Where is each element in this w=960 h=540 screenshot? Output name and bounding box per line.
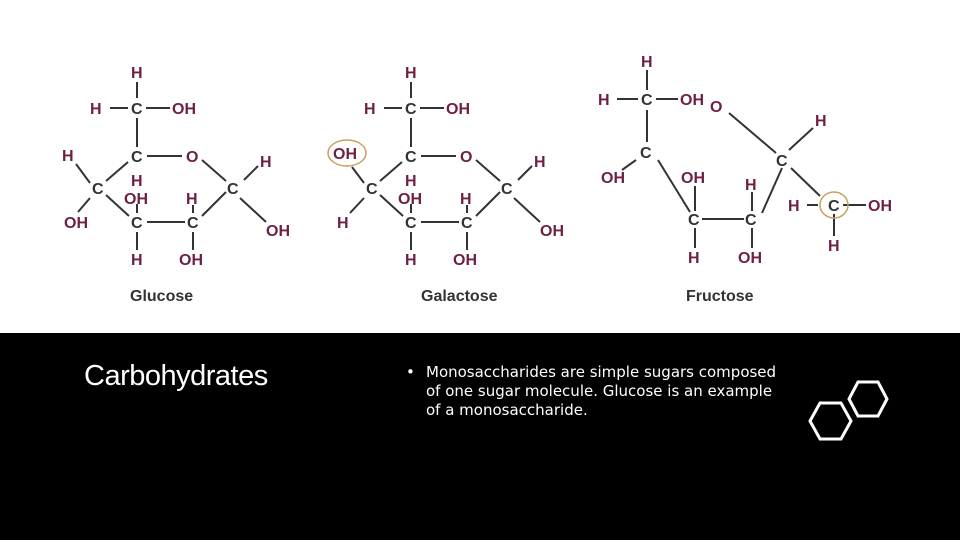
fructose-bonds bbox=[617, 70, 866, 248]
galactose-caption: Galactose bbox=[421, 288, 498, 305]
svg-text:H: H bbox=[90, 101, 102, 118]
svg-text:C: C bbox=[405, 215, 417, 232]
svg-text:H: H bbox=[405, 65, 417, 82]
galactose-bonds bbox=[350, 82, 540, 250]
svg-text:H: H bbox=[260, 154, 272, 171]
svg-text:OH: OH bbox=[172, 101, 196, 118]
svg-text:H: H bbox=[364, 101, 376, 118]
svg-text:C: C bbox=[405, 101, 417, 118]
svg-text:C: C bbox=[501, 181, 513, 198]
svg-text:OH: OH bbox=[681, 170, 705, 187]
fructose-atoms bbox=[598, 54, 892, 267]
small-hexagon-icon bbox=[849, 382, 887, 416]
svg-text:C: C bbox=[745, 212, 757, 229]
svg-text:OH: OH bbox=[64, 215, 88, 232]
svg-text:C: C bbox=[131, 101, 143, 118]
svg-text:C: C bbox=[641, 92, 653, 109]
svg-text:H: H bbox=[337, 215, 349, 232]
svg-text:O: O bbox=[186, 149, 199, 166]
svg-text:O: O bbox=[710, 99, 723, 116]
svg-text:C: C bbox=[227, 181, 239, 198]
svg-text:H: H bbox=[460, 191, 472, 208]
svg-text:OH: OH bbox=[266, 223, 290, 240]
svg-text:H: H bbox=[788, 198, 800, 215]
svg-text:OH: OH bbox=[398, 191, 422, 208]
hexagon-pair-icon bbox=[798, 372, 898, 452]
svg-text:H: H bbox=[62, 148, 74, 165]
svg-text:C: C bbox=[92, 181, 104, 198]
svg-text:H: H bbox=[405, 173, 417, 190]
svg-text:C: C bbox=[131, 215, 143, 232]
svg-text:C: C bbox=[405, 149, 417, 166]
bullet-marker: • bbox=[406, 363, 415, 381]
svg-text:H: H bbox=[815, 113, 827, 130]
svg-text:OH: OH bbox=[738, 250, 762, 267]
svg-text:OH: OH bbox=[601, 170, 625, 187]
svg-text:C: C bbox=[187, 215, 199, 232]
svg-text:H: H bbox=[186, 191, 198, 208]
svg-text:OH: OH bbox=[446, 101, 470, 118]
svg-text:C: C bbox=[828, 198, 840, 215]
svg-text:C: C bbox=[776, 153, 788, 170]
svg-text:H: H bbox=[131, 252, 143, 269]
svg-text:OH: OH bbox=[868, 198, 892, 215]
svg-text:C: C bbox=[131, 149, 143, 166]
svg-text:H: H bbox=[598, 92, 610, 109]
slide-title: Carbohydrates bbox=[84, 360, 268, 392]
galactose-atoms bbox=[328, 65, 564, 269]
svg-text:OH: OH bbox=[333, 146, 357, 163]
svg-text:OH: OH bbox=[540, 223, 564, 240]
svg-text:C: C bbox=[366, 181, 378, 198]
fructose-caption: Fructose bbox=[686, 288, 754, 305]
svg-text:C: C bbox=[640, 145, 652, 162]
svg-text:H: H bbox=[131, 65, 143, 82]
svg-text:H: H bbox=[131, 173, 143, 190]
bullet-text: Monosaccharides are simple sugars composed of one sugar molecule. Glucose is an example of a monosaccharide. bbox=[426, 363, 777, 419]
svg-text:H: H bbox=[641, 54, 653, 71]
glucose-bonds bbox=[76, 82, 266, 250]
svg-text:C: C bbox=[688, 212, 700, 229]
svg-text:C: C bbox=[461, 215, 473, 232]
glucose-caption: Glucose bbox=[130, 288, 194, 305]
svg-text:OH: OH bbox=[680, 92, 704, 109]
svg-text:O: O bbox=[460, 149, 473, 166]
svg-text:H: H bbox=[745, 177, 757, 194]
svg-text:OH: OH bbox=[124, 191, 148, 208]
large-hexagon-icon bbox=[810, 403, 851, 439]
svg-text:H: H bbox=[534, 154, 546, 171]
svg-text:H: H bbox=[828, 238, 840, 255]
svg-text:OH: OH bbox=[179, 252, 203, 269]
svg-text:H: H bbox=[688, 250, 700, 267]
svg-text:H: H bbox=[405, 252, 417, 269]
svg-text:OH: OH bbox=[453, 252, 477, 269]
